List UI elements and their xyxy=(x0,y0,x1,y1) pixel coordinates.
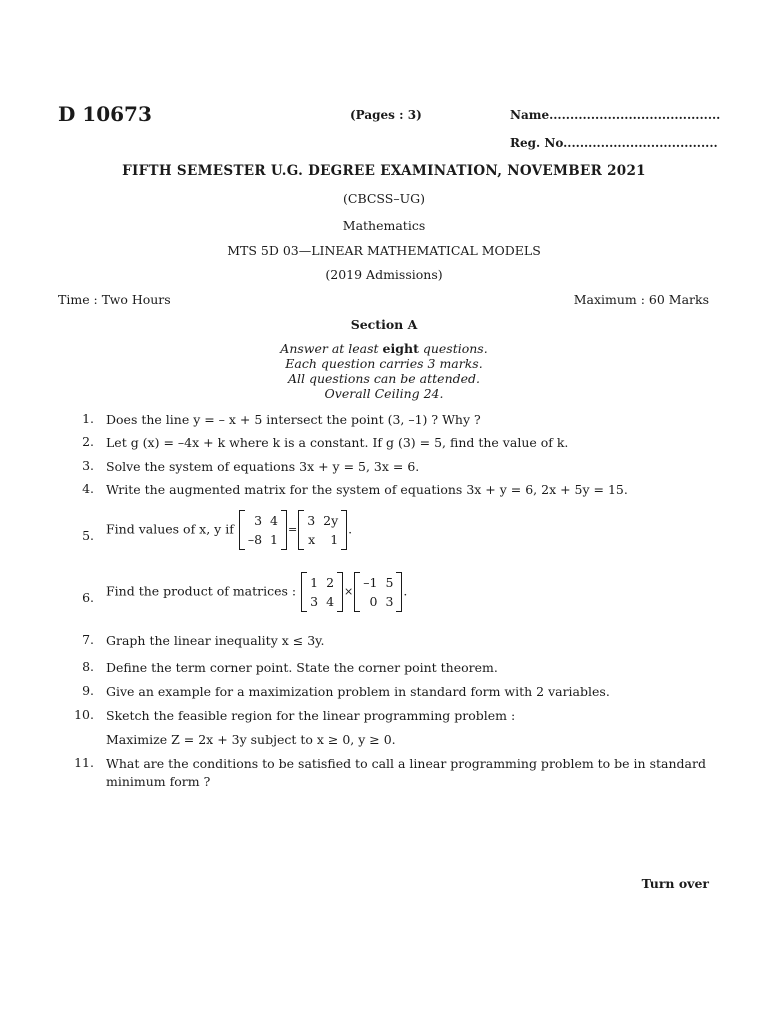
matrix-left: 1 2 3 4 xyxy=(301,572,343,612)
question-number: 4. xyxy=(82,481,94,496)
question-number: 6. xyxy=(82,590,94,605)
instruction-4: Overall Ceiling 24. xyxy=(324,386,444,401)
equals-sign: = xyxy=(287,523,298,536)
reg-no-field: Reg. No..................................... xyxy=(510,136,718,150)
question-number: 8. xyxy=(82,659,94,674)
paper-code: D 10673 xyxy=(58,102,152,126)
exam-subject: Mathematics xyxy=(342,218,426,233)
question-text: Graph the linear inequality x ≤ 3y. xyxy=(106,633,325,648)
question-number: 5. xyxy=(82,528,94,543)
question-text: Solve the system of equations 3x + y = 5, 3x = 6. xyxy=(106,459,420,474)
question-text: Maximize Z = 2x + 3y subject to x ≥ 0, y ≥ 0. xyxy=(106,732,396,747)
question-text: Define the term corner point. State the corner point theorem. xyxy=(106,660,498,675)
question-text: Find the product of matrices : 1 2 3 4 × –1 5 0 3 . xyxy=(106,572,710,612)
course-title: MTS 5D 03—LINEAR MATHEMATICAL MODELS xyxy=(227,243,541,258)
question-text: Sketch the feasible region for the linear programming problem : xyxy=(106,708,516,723)
question-text: What are the conditions to be satisfied to call a linear programming problem to be in standard minimum form ? xyxy=(106,756,706,789)
maximum-marks: Maximum : 60 Marks xyxy=(573,292,709,307)
question-text: Write the augmented matrix for the system of equations 3x + y = 6, 2x + 5y = 15. xyxy=(106,482,628,497)
question-text: Find values of x, y if 3 4 –8 1 = 3 2y x 1 . xyxy=(106,510,710,550)
question-number: 10. xyxy=(74,707,94,722)
time-allowed: Time : Two Hours xyxy=(58,292,171,307)
question-number: 3. xyxy=(82,458,94,473)
question-number: 2. xyxy=(82,434,94,449)
instruction-1: Answer at least eight questions. xyxy=(280,341,488,356)
times-sign: × xyxy=(344,585,354,598)
name-field: Name......................................... xyxy=(510,108,721,122)
question-text: Let g (x) = –4x + k where k is a constant. If g (3) = 5, find the value of k. xyxy=(106,435,569,450)
question-text: Does the line y = – x + 5 intersect the point (3, –1) ? Why ? xyxy=(106,412,481,427)
instruction-2: Each question carries 3 marks. xyxy=(285,356,483,371)
matrix-left: 3 4 –8 1 xyxy=(239,510,287,550)
question-number: 1. xyxy=(82,411,94,426)
exam-scheme: (CBCSS–UG) xyxy=(343,191,425,206)
matrix-right: 3 2y x 1 xyxy=(298,510,347,550)
question-number: 9. xyxy=(82,683,94,698)
turn-over: Turn over xyxy=(641,876,709,891)
matrix-right: –1 5 0 3 xyxy=(354,572,402,612)
admissions: (2019 Admissions) xyxy=(325,267,443,282)
question-text: Give an example for a maximization problem in standard form with 2 variables. xyxy=(106,684,610,699)
question-number: 11. xyxy=(74,755,94,770)
instruction-3: All questions can be attended. xyxy=(287,371,481,386)
section-title: Section A xyxy=(350,317,418,332)
question-number: 7. xyxy=(82,632,94,647)
exam-title: FIFTH SEMESTER U.G. DEGREE EXAMINATION, NOVEMBER 2021 xyxy=(122,163,646,179)
pages-count: (Pages : 3) xyxy=(350,108,422,122)
